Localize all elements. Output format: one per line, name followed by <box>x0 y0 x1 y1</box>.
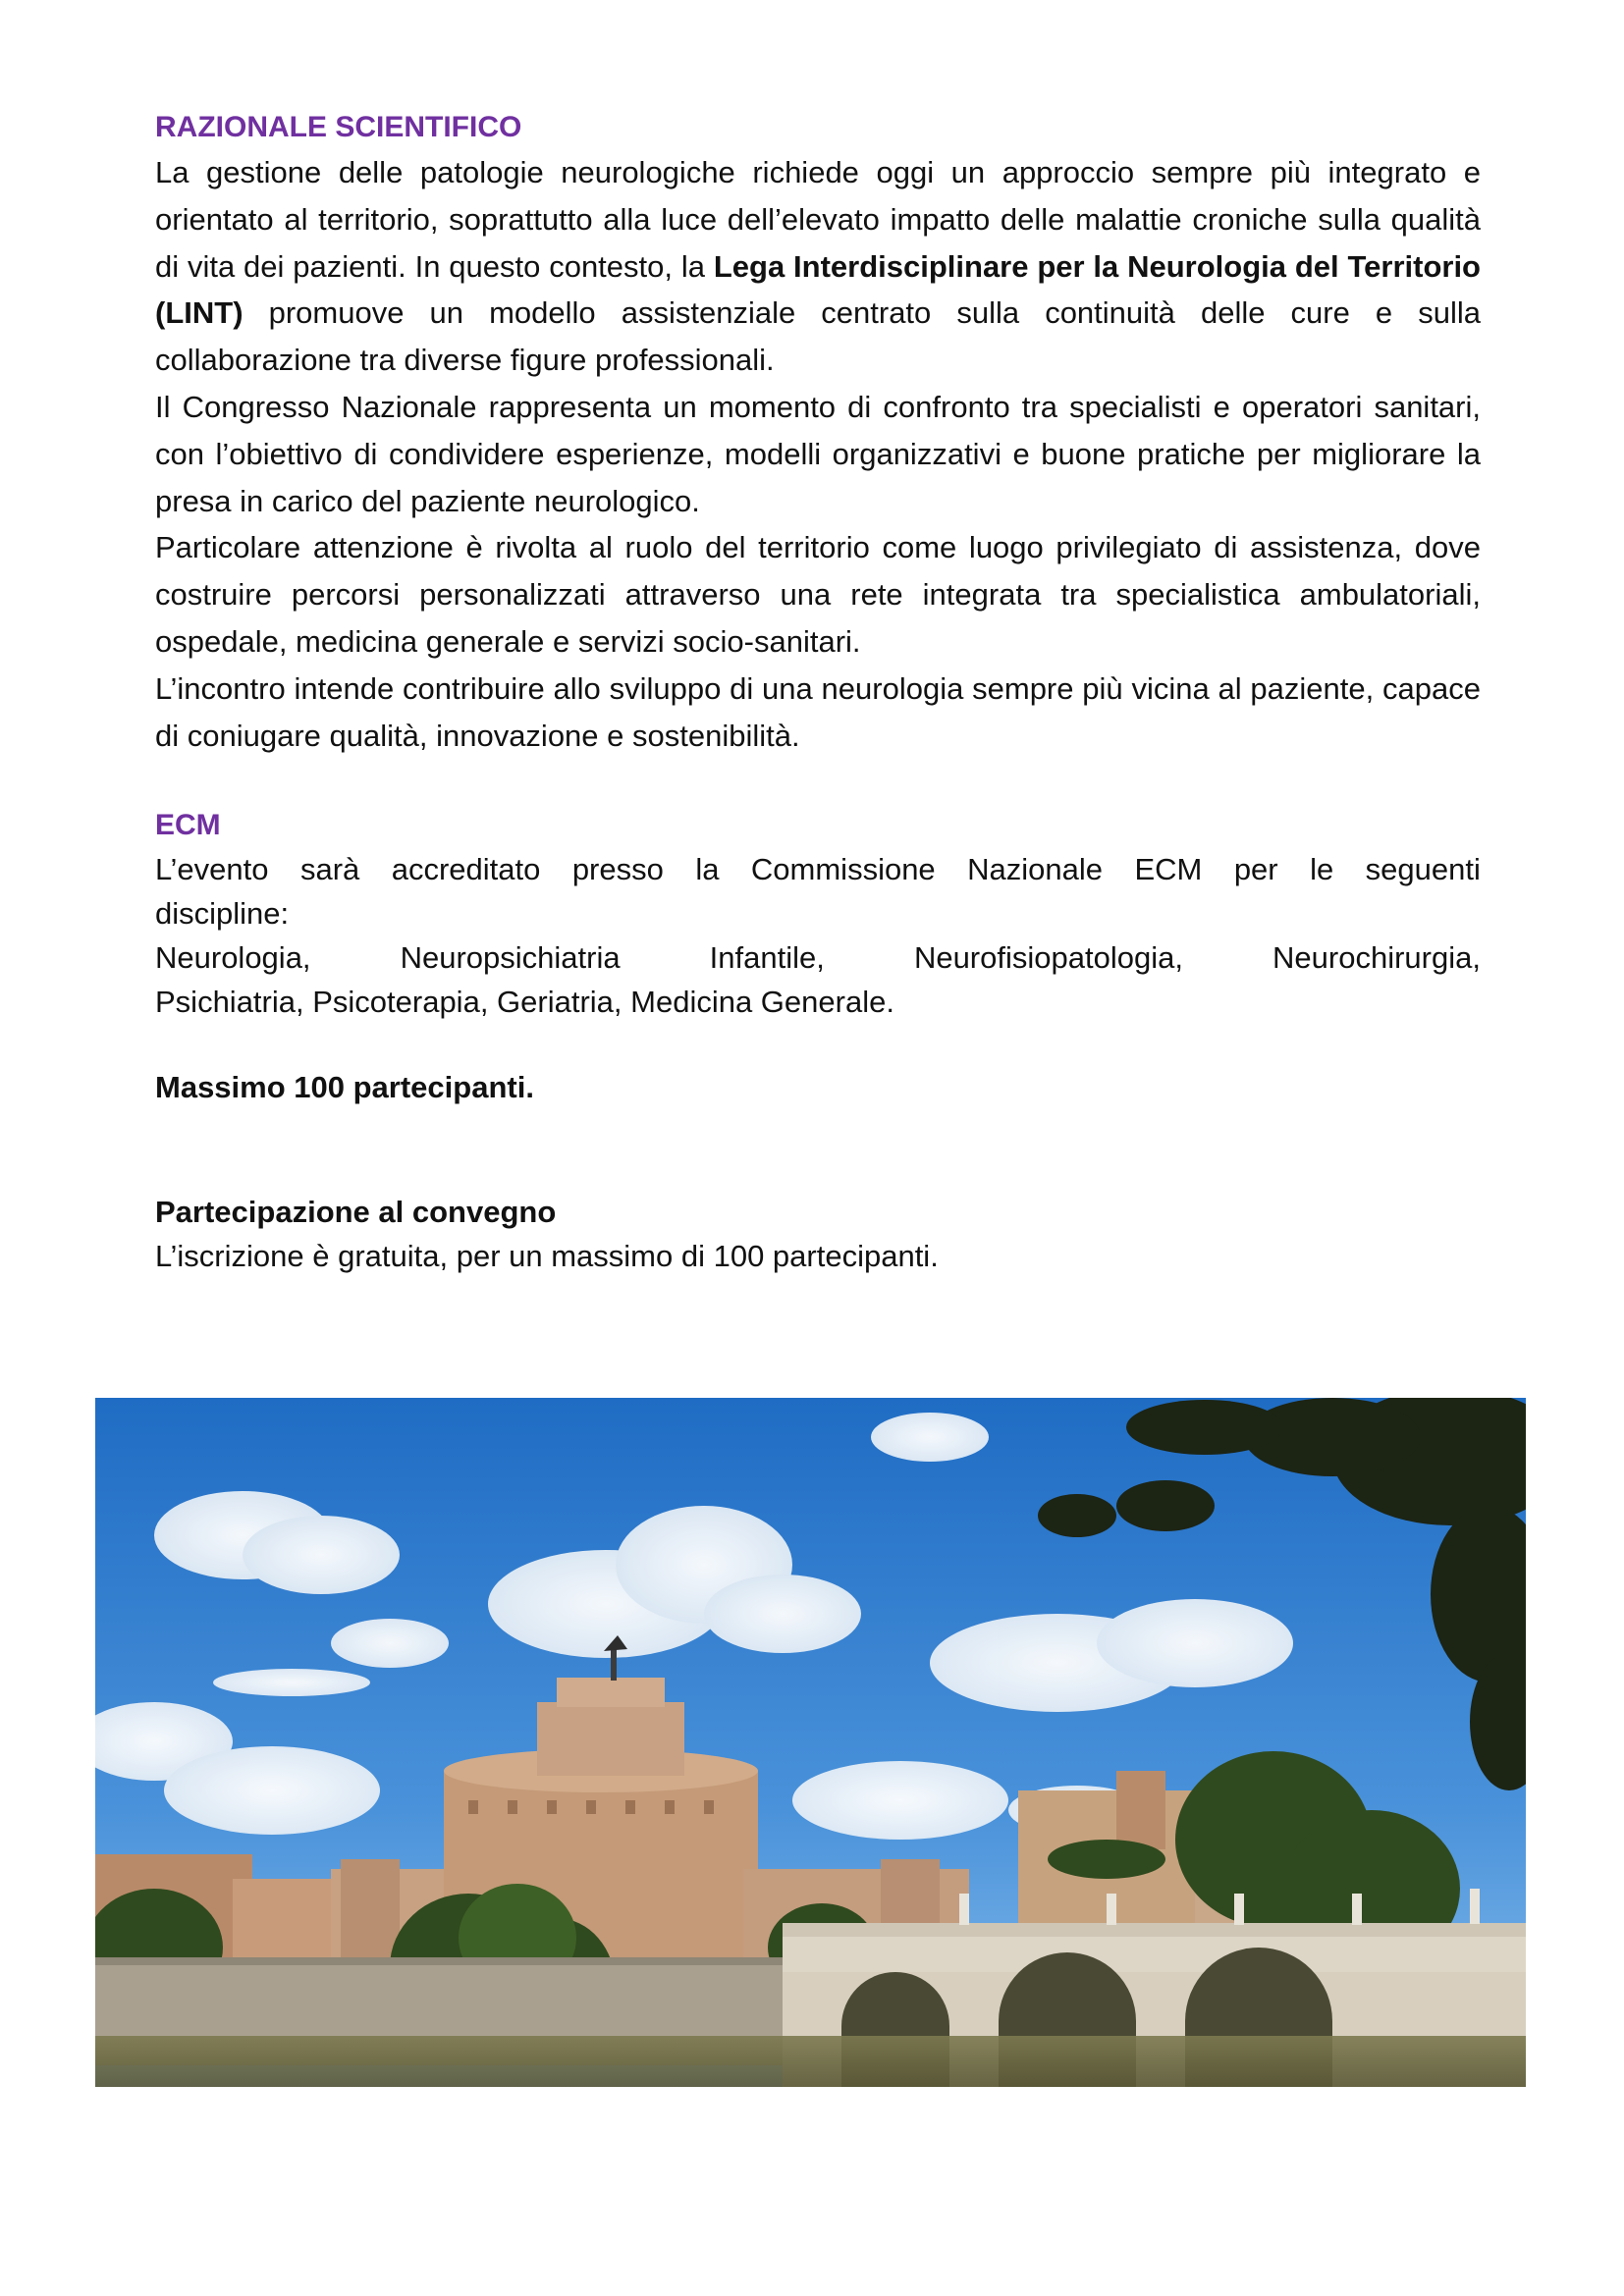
discipline-item: Neurochirurgia, <box>1272 940 1481 976</box>
partecipazione-text: L’iscrizione è gratuita, per un massimo di 100 partecipanti. <box>155 1239 939 1274</box>
discipline-item: Neurologia, <box>155 940 311 976</box>
ecm-heading: ECM <box>155 809 221 842</box>
partecipazione-heading: Partecipazione al convegno <box>155 1195 557 1230</box>
razionale-p1-text-b: promuove un modello assistenziale centrato sulla continuità delle cure e sulla collaborazione tra diverse figure professionali. <box>155 295 1481 378</box>
discipline-item: Neurofisiopatologia, <box>913 940 1183 976</box>
ecm-intro-line-1 <box>155 847 1481 891</box>
razionale-p1-text-a: La gestione delle patologie neurologiche richiede oggi un approccio sempre più integrato e orientato al territorio, soprattutto alla luce dell’elevato impatto delle malattie croniche sulla qualità di vita dei pazienti. In questo contesto, la <box>155 155 1481 284</box>
razionale-heading: RAZIONALE SCIENTIFICO <box>155 111 522 143</box>
ecm-intro-word: accreditato <box>391 852 541 887</box>
max-participants: Massimo 100 partecipanti. <box>155 1070 534 1105</box>
ecm-intro-word: L’evento <box>155 852 269 887</box>
document-page <box>155 106 1481 1278</box>
ecm-intro-word: Commissione <box>750 852 936 887</box>
discipline-item: Neuropsichiatria <box>400 940 621 976</box>
razionale-paragraph-1 <box>155 149 1481 384</box>
ecm-intro-word: sarà <box>299 852 360 887</box>
lint-name: Lega Interdisciplinare per la Neurologia del Territorio (LINT) <box>155 248 1481 331</box>
ecm-intro-word: le <box>1310 852 1334 887</box>
ecm-disciplines-row-1 <box>155 935 1481 980</box>
ecm-intro <box>155 847 1481 1024</box>
discipline-item: Infantile, <box>709 940 825 976</box>
ecm-disciplines-row-2: Psichiatria, Psicoterapia, Geriatria, Medicina Generale. <box>155 985 894 1020</box>
ecm-intro-word: presso <box>571 852 664 887</box>
ecm-intro-line-2: discipline: <box>155 896 290 932</box>
razionale-paragraph-4: L’incontro intende contribuire allo sviluppo di una neurologia sempre più vicina al paziente, capace di coniugare qualità, innovazione e sostenibilità. <box>155 670 1481 753</box>
ecm-intro-word: seguenti <box>1365 852 1481 887</box>
ecm-intro-word: ECM <box>1134 852 1203 887</box>
castel-sant-angelo-photo <box>95 1398 1526 2087</box>
ecm-intro-word: per <box>1233 852 1278 887</box>
ecm-intro-word: Nazionale <box>967 852 1104 887</box>
razionale-paragraph-3: Particolare attenzione è rivolta al ruolo del territorio come luogo privilegiato di assistenza, dove costruire percorsi personalizzati attraverso una rete integrata tra specialistica ambulatoriali, ospedale, medicina generale e servizi socio-sanitari. <box>155 530 1481 659</box>
ecm-intro-word: la <box>695 852 720 887</box>
razionale-paragraph-2: Il Congresso Nazionale rappresenta un momento di confronto tra specialisti e operatori sanitari, con l’obiettivo di condividere esperienze, modelli organizzativi e buone pratiche per migliorare la presa in carico del paziente neurologico. <box>155 389 1481 518</box>
